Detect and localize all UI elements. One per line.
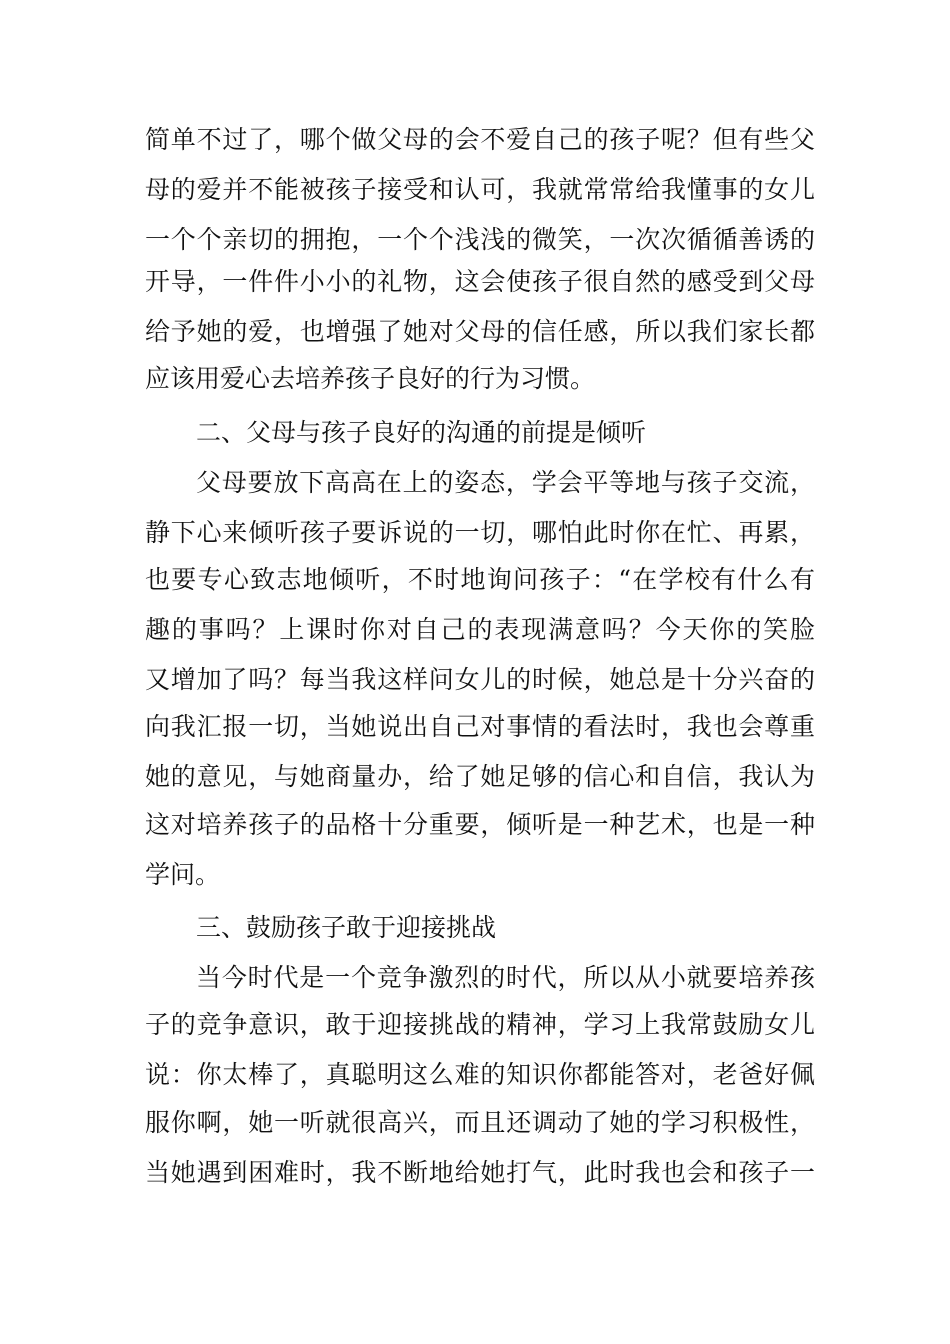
section-heading: 三、鼓励孩子敢于迎接挑战 <box>196 913 497 942</box>
text-line: 这对培养孩子的品格十分重要，倾听是一种艺术，也是一种 <box>145 810 815 839</box>
text-line: 当她遇到困难时，我不断地给她打气，此时我也会和孩子一 <box>145 1158 815 1187</box>
text-line: 子的竞争意识，敢于迎接挑战的精神，学习上我常鼓励女儿 <box>145 1010 815 1039</box>
text-line: 静下心来倾听孩子要诉说的一切，哪怕此时你在忙、再累， <box>145 518 815 547</box>
text-line: 又增加了吗？每当我这样问女儿的时候，她总是十分兴奋的 <box>145 665 815 694</box>
text-line: 她的意见，与她商量办，给了她足够的信心和自信，我认为 <box>145 762 815 791</box>
text-line: 向我汇报一切，当她说出自己对事情的看法时，我也会尊重 <box>145 712 815 741</box>
text-line: 给予她的爱，也增强了她对父母的信任感，所以我们家长都 <box>145 317 815 346</box>
text-line: 一个个亲切的拥抱，一个个浅浅的微笑，一次次循循善诱的 <box>145 225 815 254</box>
text-line: 也要专心致志地倾听，不时地询问孩子：“在学校有什么有 <box>145 565 815 594</box>
text-line: 当今时代是一个竞争激烈的时代，所以从小就要培养孩 <box>196 963 815 992</box>
text-line: 趣的事吗？上课时你对自己的表现满意吗？今天你的笑脸 <box>145 615 815 644</box>
text-line: 开导，一件件小小的礼物，这会使孩子很自然的感受到父母 <box>145 267 815 296</box>
text-line: 服你啊，她一听就很高兴，而且还调动了她的学习积极性， <box>145 1108 815 1137</box>
text-line: 应该用爱心去培养孩子良好的行为习惯。 <box>145 364 596 393</box>
text-line: 父母要放下高高在上的姿态，学会平等地与孩子交流， <box>196 468 815 497</box>
text-line: 母的爱并不能被孩子接受和认可，我就常常给我懂事的女儿 <box>145 175 815 204</box>
section-heading: 二、父母与孩子良好的沟通的前提是倾听 <box>196 418 647 447</box>
text-line: 学问。 <box>145 860 221 889</box>
text-line: 简单不过了，哪个做父母的会不爱自己的孩子呢？但有些父 <box>145 125 815 154</box>
text-line: 说：你太棒了，真聪明这么难的知识你都能答对，老爸好佩 <box>145 1060 815 1089</box>
